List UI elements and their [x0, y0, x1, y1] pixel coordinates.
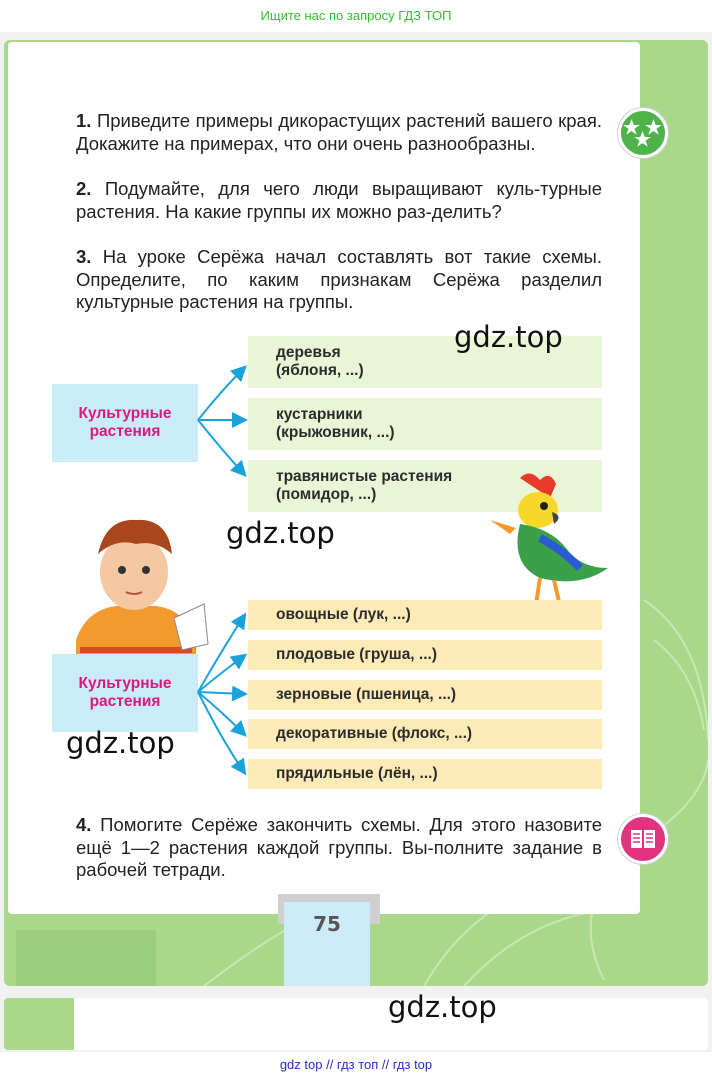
question-3-text: На уроке Серёжа начал составлять вот такие схемы. Определите, по каким признакам Серёжа разделил культурные растения на группы. — [76, 246, 602, 312]
watermark-3: gdz.top — [66, 726, 175, 760]
question-1-number: 1. — [76, 110, 92, 131]
question-1-text: Приведите примеры дикорастущих растений вашего края. Докажите на примерах, что они очень разнообразны. — [76, 110, 602, 154]
textbook-page — [4, 40, 708, 986]
question-3 — [76, 246, 602, 314]
question-1 — [76, 110, 602, 155]
page-number: 75 — [284, 902, 370, 986]
scheme-1-item-2-line1: кустарники — [276, 406, 363, 423]
question-3-number: 3. — [76, 246, 92, 267]
workbook-icon — [618, 814, 668, 864]
scheme-1-item-1-line1: деревья — [276, 344, 341, 361]
scheme-2-item-vegetables: овощные (лук, ...) — [248, 600, 602, 630]
scheme-2-root-line1: Культурные — [78, 675, 172, 692]
question-2-text: Подумайте, для чего люди выращивают куль-турные растения. На какие группы их можно раз-делить? — [76, 178, 602, 222]
question-4-text: Помогите Серёже закончить схемы. Для этого назовите ещё 1—2 растения каждой группы. Вы-полните задание в рабочей тетради. — [76, 814, 602, 880]
scheme-1-item-3-line2: (помидор, ...) — [276, 486, 377, 503]
next-page-preview — [4, 998, 708, 1050]
watermark-2: gdz.top — [226, 516, 335, 550]
scheme-2-item-decorative: декоративные (флокс, ...) — [248, 719, 602, 749]
question-4 — [76, 814, 602, 882]
scheme-1-item-2-line2: (крыжовник, ...) — [276, 424, 395, 441]
scheme-1-item-1-line2: (яблоня, ...) — [276, 362, 364, 379]
scheme-2-item-fiber: прядильные (лён, ...) — [248, 759, 602, 789]
scheme-1-root-box — [52, 384, 198, 462]
scheme-1-item-3-line1: травянистые растения — [276, 468, 453, 485]
parrot-illustration — [480, 468, 620, 618]
scheme-2-item-grains: зерновые (пшеница, ...) — [248, 680, 602, 710]
scheme-2-root-box — [52, 654, 198, 732]
watermark-1: gdz.top — [454, 320, 563, 354]
scheme-2-item-fruits: плодовые (груша, ...) — [248, 640, 602, 670]
question-2 — [76, 178, 602, 223]
watermark-4: gdz.top — [388, 990, 497, 1024]
scheme-1-root-line1: Культурные — [78, 405, 172, 422]
question-2-number: 2. — [76, 178, 92, 199]
scheme-1-item-shrubs — [248, 398, 602, 450]
scheme-2-root-line2: растения — [89, 693, 161, 710]
scheme-1-arrows — [194, 330, 254, 490]
question-4-number: 4. — [76, 814, 92, 835]
stars-icon — [618, 108, 668, 158]
footer-links[interactable]: gdz top // гдз топ // гдз top — [0, 1052, 712, 1082]
next-page-green-strip — [4, 998, 74, 1050]
scheme-1-root-line2: растения — [89, 423, 161, 440]
scheme-2-arrows — [194, 600, 254, 780]
top-banner[interactable]: Ищите нас по запросу ГДЗ ТОП — [0, 0, 712, 32]
